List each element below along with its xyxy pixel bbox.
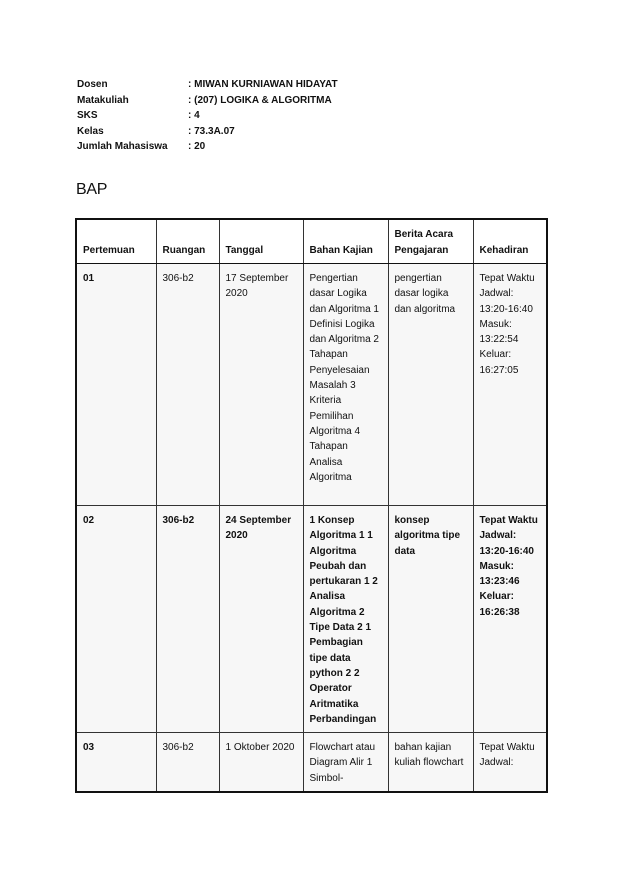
cell-tanggal: 17 September 2020 (219, 264, 303, 506)
cell-pertemuan: 03 (76, 733, 156, 792)
cell-berita-acara: pengertian dasar logika dan algoritma (388, 264, 473, 506)
info-label: Kelas (77, 125, 104, 137)
table-row (76, 506, 547, 733)
cell-kehadiran: Tepat Waktu Jadwal: 13:20-16:40 Masuk: 13:22:54 Keluar: 16:27:05 (473, 264, 547, 506)
bap-table (75, 218, 548, 793)
cell-ruangan: 306-b2 (156, 506, 219, 733)
info-label: Jumlah Mahasiswa (77, 141, 168, 152)
cell-kehadiran: Tepat Waktu Jadwal: (473, 733, 547, 792)
cell-tanggal: 24 September 2020 (219, 506, 303, 733)
cell-pertemuan: 01 (76, 264, 156, 506)
info-label: Dosen (77, 79, 108, 90)
info-value: : MIWAN KURNIAWAN HIDAYAT (188, 79, 338, 90)
info-row-kelas (77, 124, 338, 140)
cell-berita-acara: bahan kajian kuliah flowchart (388, 733, 473, 792)
info-value: : (207) LOGIKA & ALGORITMA (188, 94, 332, 106)
section-title: BAP (76, 181, 108, 198)
info-value: : 4 (188, 110, 200, 121)
cell-kehadiran: Tepat Waktu Jadwal: 13:20-16:40 Masuk: 13:23:46 Keluar: 16:26:38 (473, 506, 547, 733)
cell-bahan-kajian: Flowchart atau Diagram Alir 1 Simbol- (303, 733, 388, 792)
cell-berita-acara: konsep algoritma tipe data (388, 506, 473, 733)
column-header-ruangan: Ruangan (156, 219, 219, 264)
table-row (76, 733, 547, 792)
column-header-kehadiran: Kehadiran (473, 219, 547, 264)
cell-tanggal: 1 Oktober 2020 (219, 733, 303, 792)
info-row-jumlah-mahasiswa (77, 139, 338, 155)
table-header-row (76, 219, 547, 264)
info-label: Matakuliah (77, 94, 129, 106)
course-info (77, 77, 338, 155)
cell-ruangan: 306-b2 (156, 733, 219, 792)
info-row-dosen (77, 77, 338, 93)
info-row-sks (77, 108, 338, 124)
column-header-bahan-kajian: Bahan Kajian (303, 219, 388, 264)
cell-bahan-kajian: 1 Konsep Algoritma 1 1 Algoritma Peubah dan pertukaran 1 2 Analisa Algoritma 2 Tipe Data 2 1 Pembagian tipe data python 2 2 Operator Aritmatika Perbandingan (303, 506, 388, 733)
cell-pertemuan: 02 (76, 506, 156, 733)
column-header-pertemuan: Pertemuan (76, 219, 156, 264)
info-value: : 20 (188, 141, 206, 152)
column-header-berita-acara: Berita Acara Pengajaran (388, 219, 473, 264)
column-header-tanggal: Tanggal (219, 219, 303, 264)
table-row (76, 264, 547, 506)
cell-ruangan: 306-b2 (156, 264, 219, 506)
info-value: : 73.3A.07 (188, 125, 235, 137)
info-row-matakuliah (77, 93, 338, 109)
cell-bahan-kajian: Pengertian dasar Logika dan Algoritma 1 Definisi Logika dan Algoritma 2 Tahapan Penyelesaian Masalah 3 Kriteria Pemilihan Algoritma 4 Tahapan Analisa Algoritma (303, 264, 388, 506)
info-label: SKS (77, 110, 98, 121)
